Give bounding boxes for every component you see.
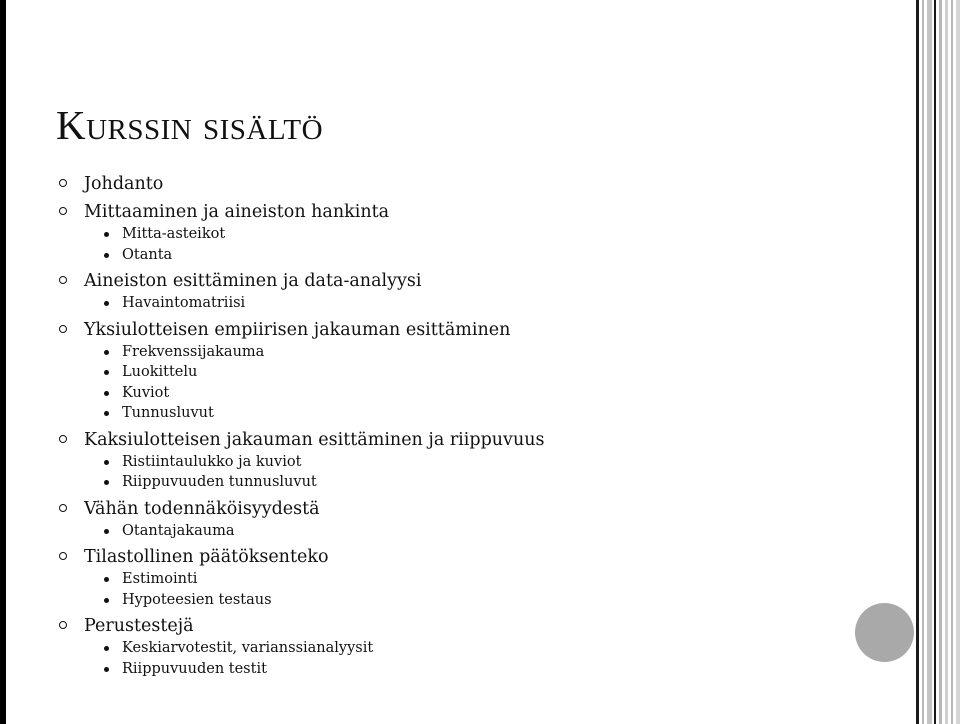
slide-title: Kurssin sisältö bbox=[56, 102, 324, 148]
ring-bullet-icon bbox=[59, 435, 67, 443]
dot-bullet-icon bbox=[104, 370, 109, 375]
outline-item-label: Kaksiulotteisen jakauman esittäminen ja riippuvuus bbox=[84, 429, 545, 450]
sub-item-label: Keskiarvotestit, varianssianalyysit bbox=[122, 640, 374, 656]
sub-item bbox=[84, 452, 876, 473]
sub-item bbox=[84, 293, 876, 314]
dot-bullet-icon bbox=[104, 350, 109, 355]
sub-item bbox=[84, 383, 876, 404]
sub-list bbox=[84, 224, 876, 265]
sub-item-label: Mitta-asteikot bbox=[122, 226, 226, 242]
outline-item-label: Johdanto bbox=[84, 174, 164, 194]
outline-item bbox=[56, 545, 876, 610]
ring-bullet-icon bbox=[59, 325, 67, 333]
sub-item-label: Luokittelu bbox=[122, 364, 198, 380]
ring-bullet-icon bbox=[59, 552, 67, 560]
sub-item-label: Estimointi bbox=[122, 571, 198, 587]
course-outline-list bbox=[56, 172, 876, 679]
dot-bullet-icon bbox=[104, 480, 109, 485]
sub-list bbox=[84, 638, 876, 679]
sub-list bbox=[84, 521, 876, 542]
sub-item-label: Hypoteesien testaus bbox=[122, 591, 272, 608]
dot-bullet-icon bbox=[104, 232, 109, 237]
outline-item bbox=[56, 428, 876, 493]
ring-bullet-icon bbox=[59, 504, 67, 512]
outline-item-label: Tilastollinen päätöksenteko bbox=[84, 547, 329, 567]
sub-list bbox=[84, 342, 876, 424]
sub-item bbox=[84, 521, 876, 542]
sub-item bbox=[84, 403, 876, 424]
outline-item bbox=[56, 269, 876, 314]
outline-item bbox=[56, 318, 876, 424]
dot-bullet-icon bbox=[104, 529, 109, 534]
outline-item bbox=[56, 614, 876, 679]
outline-item-label: Aineiston esittäminen ja data-analyysi bbox=[84, 271, 422, 291]
sub-item-label: Havaintomatriisi bbox=[122, 295, 246, 311]
left-border-bar bbox=[0, 0, 6, 724]
dot-bullet-icon bbox=[104, 577, 109, 582]
dot-bullet-icon bbox=[104, 667, 109, 672]
sub-item bbox=[84, 362, 876, 383]
ring-bullet-icon bbox=[59, 276, 67, 284]
sub-item-label: Ristiintaulukko ja kuviot bbox=[122, 453, 302, 470]
outline-item-label: Perustestejä bbox=[84, 616, 194, 636]
ring-bullet-icon bbox=[59, 179, 67, 187]
sub-item bbox=[84, 342, 876, 363]
outline-item-label: Vähän todennäköisyydestä bbox=[84, 498, 320, 519]
sub-item-label: Frekvenssijakauma bbox=[122, 343, 265, 360]
sub-item-label: Riippuvuuden tunnusluvut bbox=[122, 474, 317, 490]
ring-bullet-icon bbox=[59, 207, 67, 215]
sub-list bbox=[84, 569, 876, 610]
sub-item-label: Kuviot bbox=[122, 384, 170, 401]
outline-item bbox=[56, 172, 876, 196]
dot-bullet-icon bbox=[104, 598, 109, 603]
sub-item bbox=[84, 638, 876, 659]
sub-item-label: Riippuvuuden testit bbox=[122, 660, 267, 677]
dot-bullet-icon bbox=[104, 411, 109, 416]
sub-item bbox=[84, 569, 876, 590]
dot-bullet-icon bbox=[104, 253, 109, 258]
outline-item bbox=[56, 497, 876, 542]
sub-item bbox=[84, 224, 876, 245]
sub-item-label: Tunnusluvut bbox=[122, 405, 214, 421]
sub-list bbox=[84, 293, 876, 314]
dot-bullet-icon bbox=[104, 460, 109, 465]
dot-bullet-icon bbox=[104, 391, 109, 396]
sub-list bbox=[84, 452, 876, 493]
outline-item bbox=[56, 200, 876, 265]
ring-bullet-icon bbox=[59, 621, 67, 629]
dot-bullet-icon bbox=[104, 301, 109, 306]
sub-item bbox=[84, 472, 876, 493]
outline-item-label: Yksiulotteisen empiirisen jakauman esittäminen bbox=[84, 319, 511, 340]
outline-item-label: Mittaaminen ja aineiston hankinta bbox=[84, 202, 390, 222]
sub-item bbox=[84, 245, 876, 266]
dot-bullet-icon bbox=[104, 646, 109, 651]
sub-item bbox=[84, 659, 876, 680]
sub-item-label: Otantajakauma bbox=[122, 522, 235, 539]
sub-item bbox=[84, 590, 876, 611]
sub-item-label: Otanta bbox=[122, 246, 173, 263]
